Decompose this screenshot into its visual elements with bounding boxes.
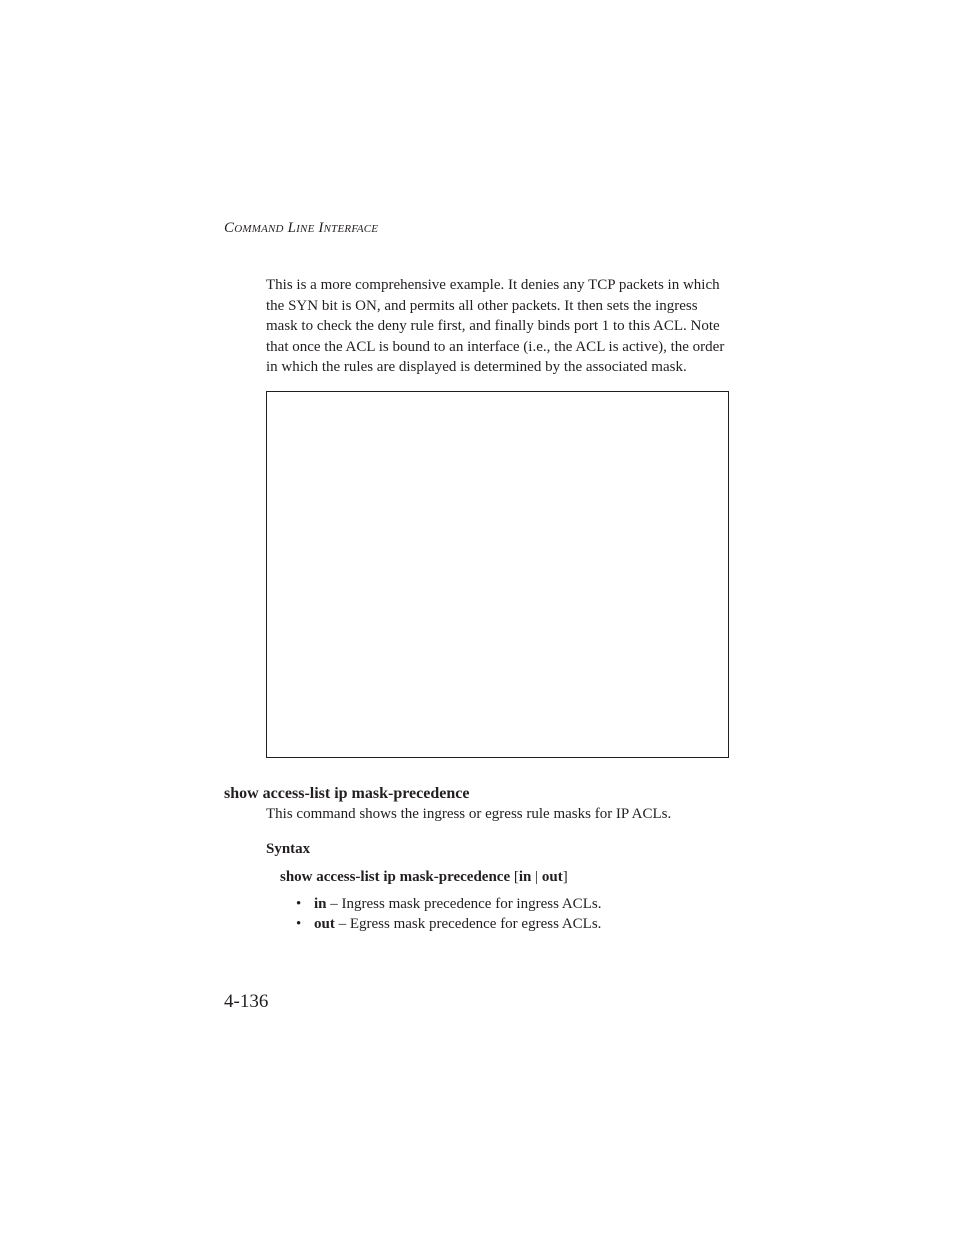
page-number: 4-136 [224,991,269,1012]
parameter-description: – Ingress mask precedence for ingress ACLs. [330,896,602,912]
syntax-command: show access-list ip mask-precedence [280,869,511,885]
parameter-item-out [296,915,601,935]
syntax-line [280,869,568,886]
command-heading: show access-list ip mask-precedence [224,785,470,802]
parameter-name: in [314,896,327,912]
command-description: This command shows the ingress or egress rule masks for IP ACLs. [266,806,672,822]
bullet-icon: • [296,896,302,912]
bullet-icon: • [296,915,302,932]
syntax-label: Syntax [266,841,311,857]
parameter-list [296,895,601,934]
parameter-item-in [296,895,601,915]
syntax-separator: | [535,869,539,885]
parameter-name: out [314,915,335,932]
syntax-option-out: out [541,869,563,885]
syntax-open-bracket: [ [513,869,519,885]
syntax-option-in: in [518,869,532,885]
running-header: Command Line Interface [224,220,379,236]
syntax-close-bracket: ] [562,869,568,885]
example-code-box [266,391,729,758]
parameter-description: – Egress mask precedence for egress ACLs. [338,915,602,932]
intro-paragraph: This is a more comprehensive example. It denies any TCP packets in which the SYN bit is ON, and permits all other packets. It then sets the ingress mask to check the deny rule first, and finally binds port 1 to this ACL. Note that once the ACL is bound to an interface (i.e., the ACL is active), the order in which the rules are displayed is determined by the associated mask. [266,277,725,375]
